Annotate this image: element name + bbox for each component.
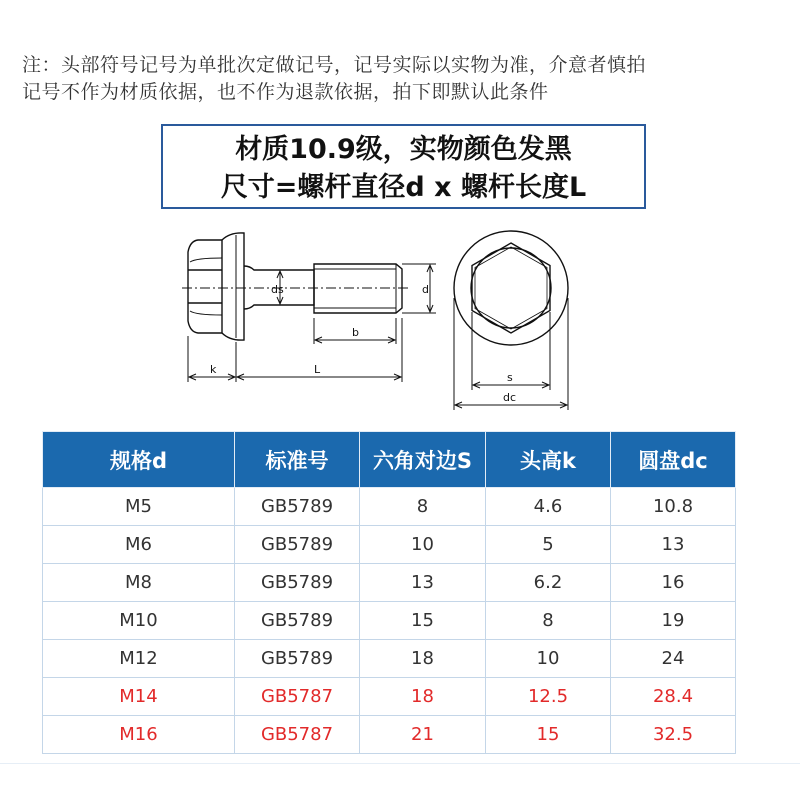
table-body bbox=[43, 488, 736, 754]
cell-flange-dia: 13 bbox=[611, 526, 736, 564]
cell-flange-dia: 16 bbox=[611, 564, 736, 602]
cell-spec: M12 bbox=[43, 640, 235, 678]
cell-head-height: 4.6 bbox=[486, 488, 611, 526]
header-head-height: 头高k bbox=[486, 432, 611, 488]
bolt-spec-table bbox=[42, 431, 736, 754]
cell-hex-width: 21 bbox=[360, 716, 486, 754]
label-d: d bbox=[422, 283, 429, 296]
cell-head-height: 6.2 bbox=[486, 564, 611, 602]
cell-head-height: 10 bbox=[486, 640, 611, 678]
bottom-divider bbox=[0, 763, 800, 764]
cell-head-height: 8 bbox=[486, 602, 611, 640]
bolt-top-view bbox=[454, 231, 568, 345]
header-flange-dia: 圆盘dc bbox=[611, 432, 736, 488]
cell-hex-width: 18 bbox=[360, 678, 486, 716]
cell-standard: GB5789 bbox=[235, 526, 360, 564]
cell-standard: GB5789 bbox=[235, 602, 360, 640]
cell-standard: GB5789 bbox=[235, 488, 360, 526]
header-spec: 规格d bbox=[43, 432, 235, 488]
cell-spec: M16 bbox=[43, 716, 235, 754]
bolt-side-view bbox=[188, 233, 402, 340]
cell-flange-dia: 28.4 bbox=[611, 678, 736, 716]
label-ds: ds bbox=[271, 283, 284, 296]
bolt-dimension-lines bbox=[188, 264, 436, 382]
cell-head-height: 15 bbox=[486, 716, 611, 754]
table-row bbox=[43, 640, 736, 678]
table-row bbox=[43, 602, 736, 640]
cell-standard: GB5789 bbox=[235, 640, 360, 678]
label-s: s bbox=[507, 371, 513, 384]
cell-head-height: 12.5 bbox=[486, 678, 611, 716]
table-header-row bbox=[43, 432, 736, 488]
cell-flange-dia: 10.8 bbox=[611, 488, 736, 526]
cell-hex-width: 18 bbox=[360, 640, 486, 678]
cell-flange-dia: 32.5 bbox=[611, 716, 736, 754]
table-row bbox=[43, 488, 736, 526]
label-dc: dc bbox=[503, 391, 517, 404]
top-view-dimension-labels bbox=[503, 371, 516, 404]
cell-hex-width: 13 bbox=[360, 564, 486, 602]
label-b: b bbox=[352, 326, 359, 339]
disclaimer-line-1: 注：头部符号记号为单批次定做记号，记号实际以实物为准，介意者慎拍 bbox=[22, 54, 647, 76]
cell-flange-dia: 19 bbox=[611, 602, 736, 640]
cell-spec: M14 bbox=[43, 678, 235, 716]
header-hex-width: 六角对边S bbox=[360, 432, 486, 488]
table-row bbox=[43, 716, 736, 754]
cell-hex-width: 8 bbox=[360, 488, 486, 526]
cell-standard: GB5787 bbox=[235, 678, 360, 716]
cell-head-height: 5 bbox=[486, 526, 611, 564]
cell-spec: M10 bbox=[43, 602, 235, 640]
cell-spec: M5 bbox=[43, 488, 235, 526]
cell-hex-width: 10 bbox=[360, 526, 486, 564]
cell-standard: GB5787 bbox=[235, 716, 360, 754]
label-L: L bbox=[314, 363, 321, 376]
label-k: k bbox=[210, 363, 217, 376]
cell-standard: GB5789 bbox=[235, 564, 360, 602]
table-row bbox=[43, 564, 736, 602]
disclaimer-line-2: 记号不作为材质依据，也不作为退款依据，拍下即默认此条件 bbox=[22, 81, 549, 103]
cell-spec: M8 bbox=[43, 564, 235, 602]
material-grade-text: 材质10.9级，实物颜色发黑 bbox=[235, 134, 572, 165]
size-formula-text: 尺寸=螺杆直径d x 螺杆长度L bbox=[220, 172, 587, 203]
cell-flange-dia: 24 bbox=[611, 640, 736, 678]
table-row bbox=[43, 678, 736, 716]
table-row bbox=[43, 526, 736, 564]
cell-spec: M6 bbox=[43, 526, 235, 564]
cell-hex-width: 15 bbox=[360, 602, 486, 640]
header-standard: 标准号 bbox=[235, 432, 360, 488]
